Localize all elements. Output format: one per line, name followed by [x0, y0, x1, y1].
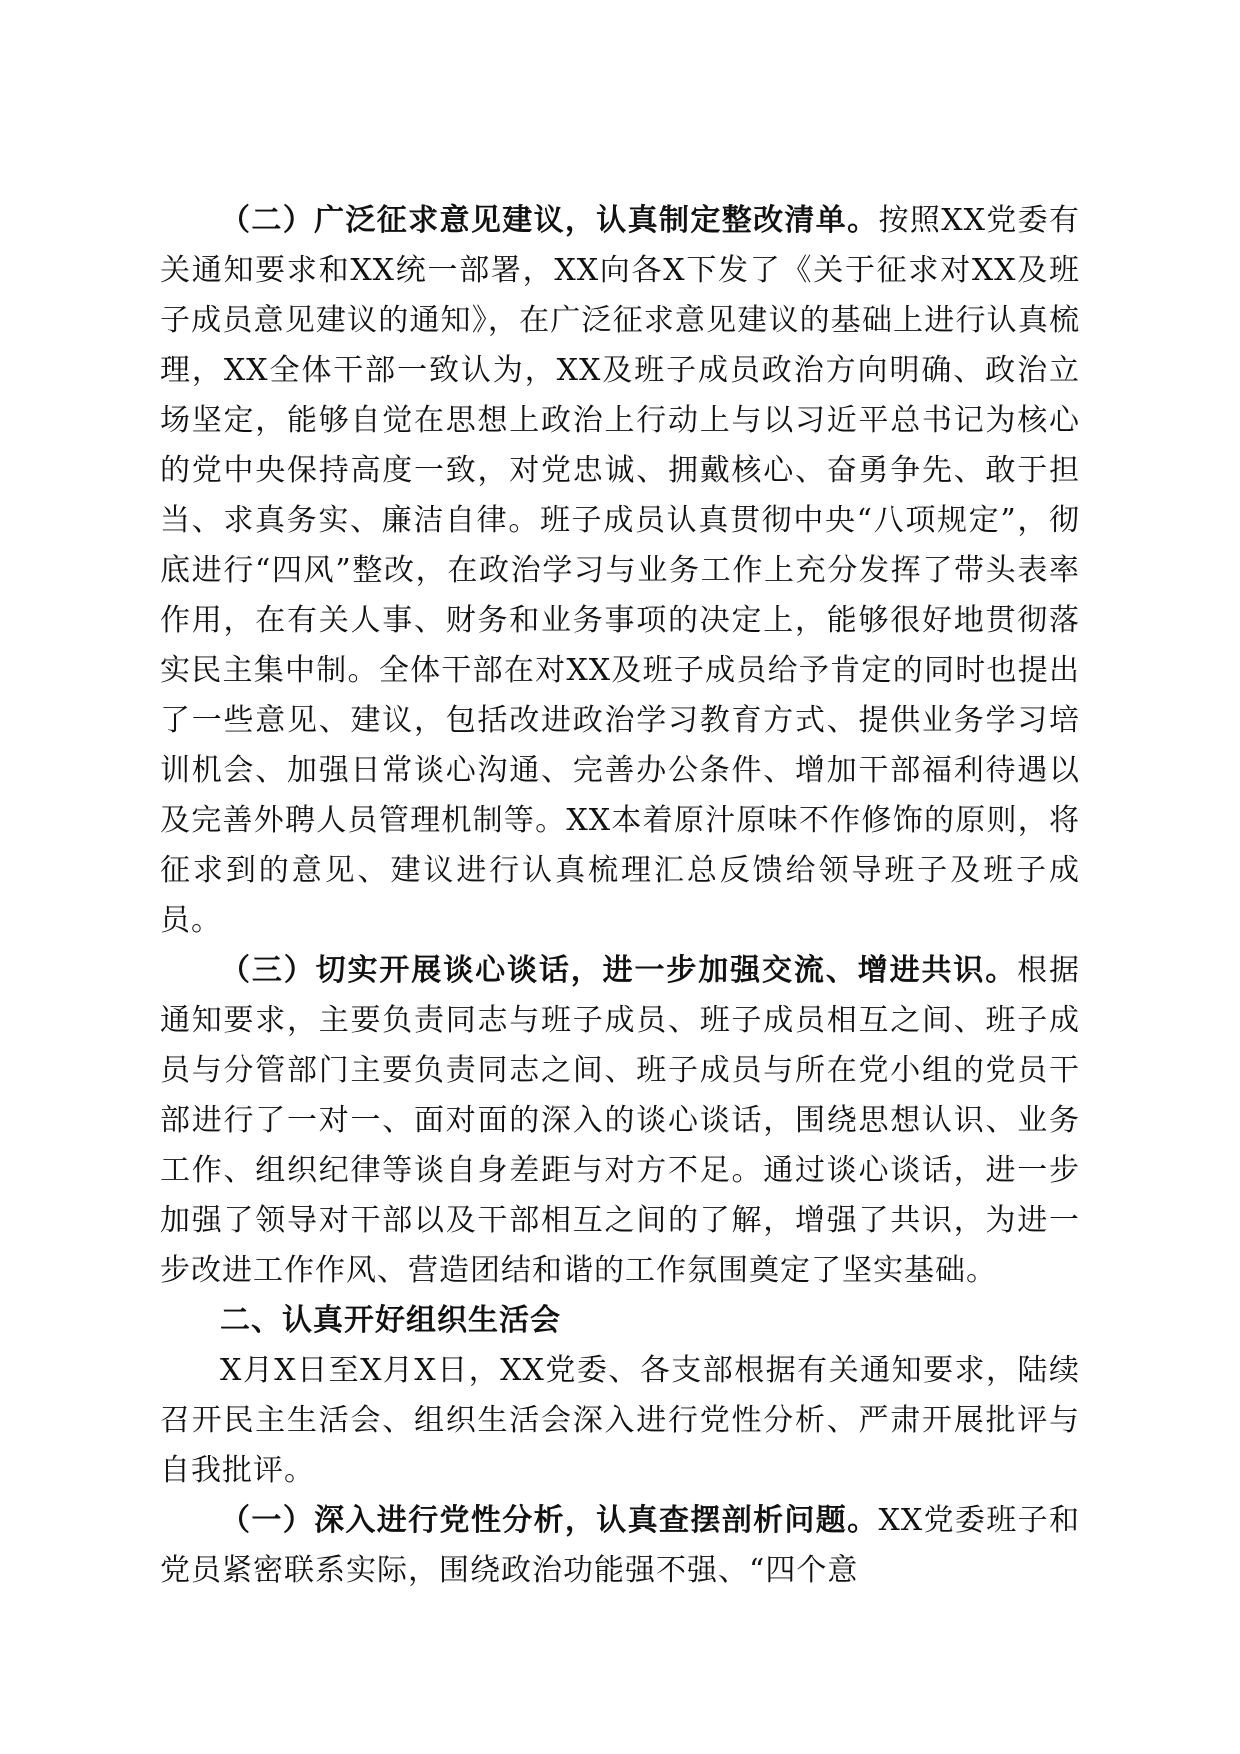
paragraph-body: 按照XX党委有关通知要求和XX统一部署，XX向各X下发了《关于征求对XX及班子成员意见建议的通知》，在广泛征求意见建议的基础上进行认真梳理，XX全体干部一致认为，XX及班子成员政治方向明确、政治立场坚定，能够自觉在思想上政治上行动上与以习近平总书记为核心的党中央保持高度一致，对党忠诚、拥戴核心、奋勇争先、敢于担当、求真务实、廉洁自律。班子成员认真贯彻中央“八项规定”，彻底进行“四风”整改，在政治学习与业务工作上充分发挥了带头表率作用，在有关人事、财务和业务事项的决定上，能够很好地贯彻落实民主集中制。全体干部在对XX及班子成员给予肯定的同时也提出了一些意见、建议，包括改进政治学习教育方式、提供业务学习培训机会、加强日常谈心沟通、完善办公条件、增加干部福利待遇以及完善外聘人员管理机制等。XX本着原汁原味不作修饰的原则，将征求到的意见、建议进行认真梳理汇总反馈给领导班子及班子成员。	[160, 203, 1080, 938]
paragraph-body: 根据通知要求，主要负责同志与班子成员、班子成员相互之间、班子成员与分管部门主要负责同志之间、班子成员与所在党小组的党员干部进行了一对一、面对面的深入的谈心谈话，围绕思想认识、业务工作、组织纪律等谈自身差距与对方不足。通过谈心谈话，进一步加强了领导对干部以及干部相互之间的了解，增强了共识，为进一步改进工作作风、营造团结和谐的工作氛围奠定了坚实基础。	[160, 953, 1081, 1288]
paragraph-body: XX党委班子和党员紧密联系实际，围绕政治功能强不强、“四个意	[160, 1503, 1080, 1588]
paragraph-solicit-opinions	[160, 196, 1080, 946]
paragraph-lead: （一）深入进行党性分析，认真查摆剖析问题。	[220, 1503, 879, 1538]
section-heading: 二、认真开好组织生活会	[220, 1303, 561, 1338]
document-page	[160, 196, 1080, 1596]
section-intro-paragraph: X月X日至X月X日，XX党委、各支部根据有关通知要求，陆续召开民主生活会、组织生活会深入进行党性分析、严肃开展批评与自我批评。	[160, 1353, 1080, 1488]
paragraph-heart-to-heart-talks	[160, 946, 1080, 1296]
paragraph-lead: （二）广泛征求意见建议，认真制定整改清单。	[220, 203, 879, 238]
paragraph-party-analysis	[160, 1496, 1080, 1596]
paragraph-lead: （三）切实开展谈心谈话，进一步加强交流、增进共识。	[220, 953, 1018, 988]
